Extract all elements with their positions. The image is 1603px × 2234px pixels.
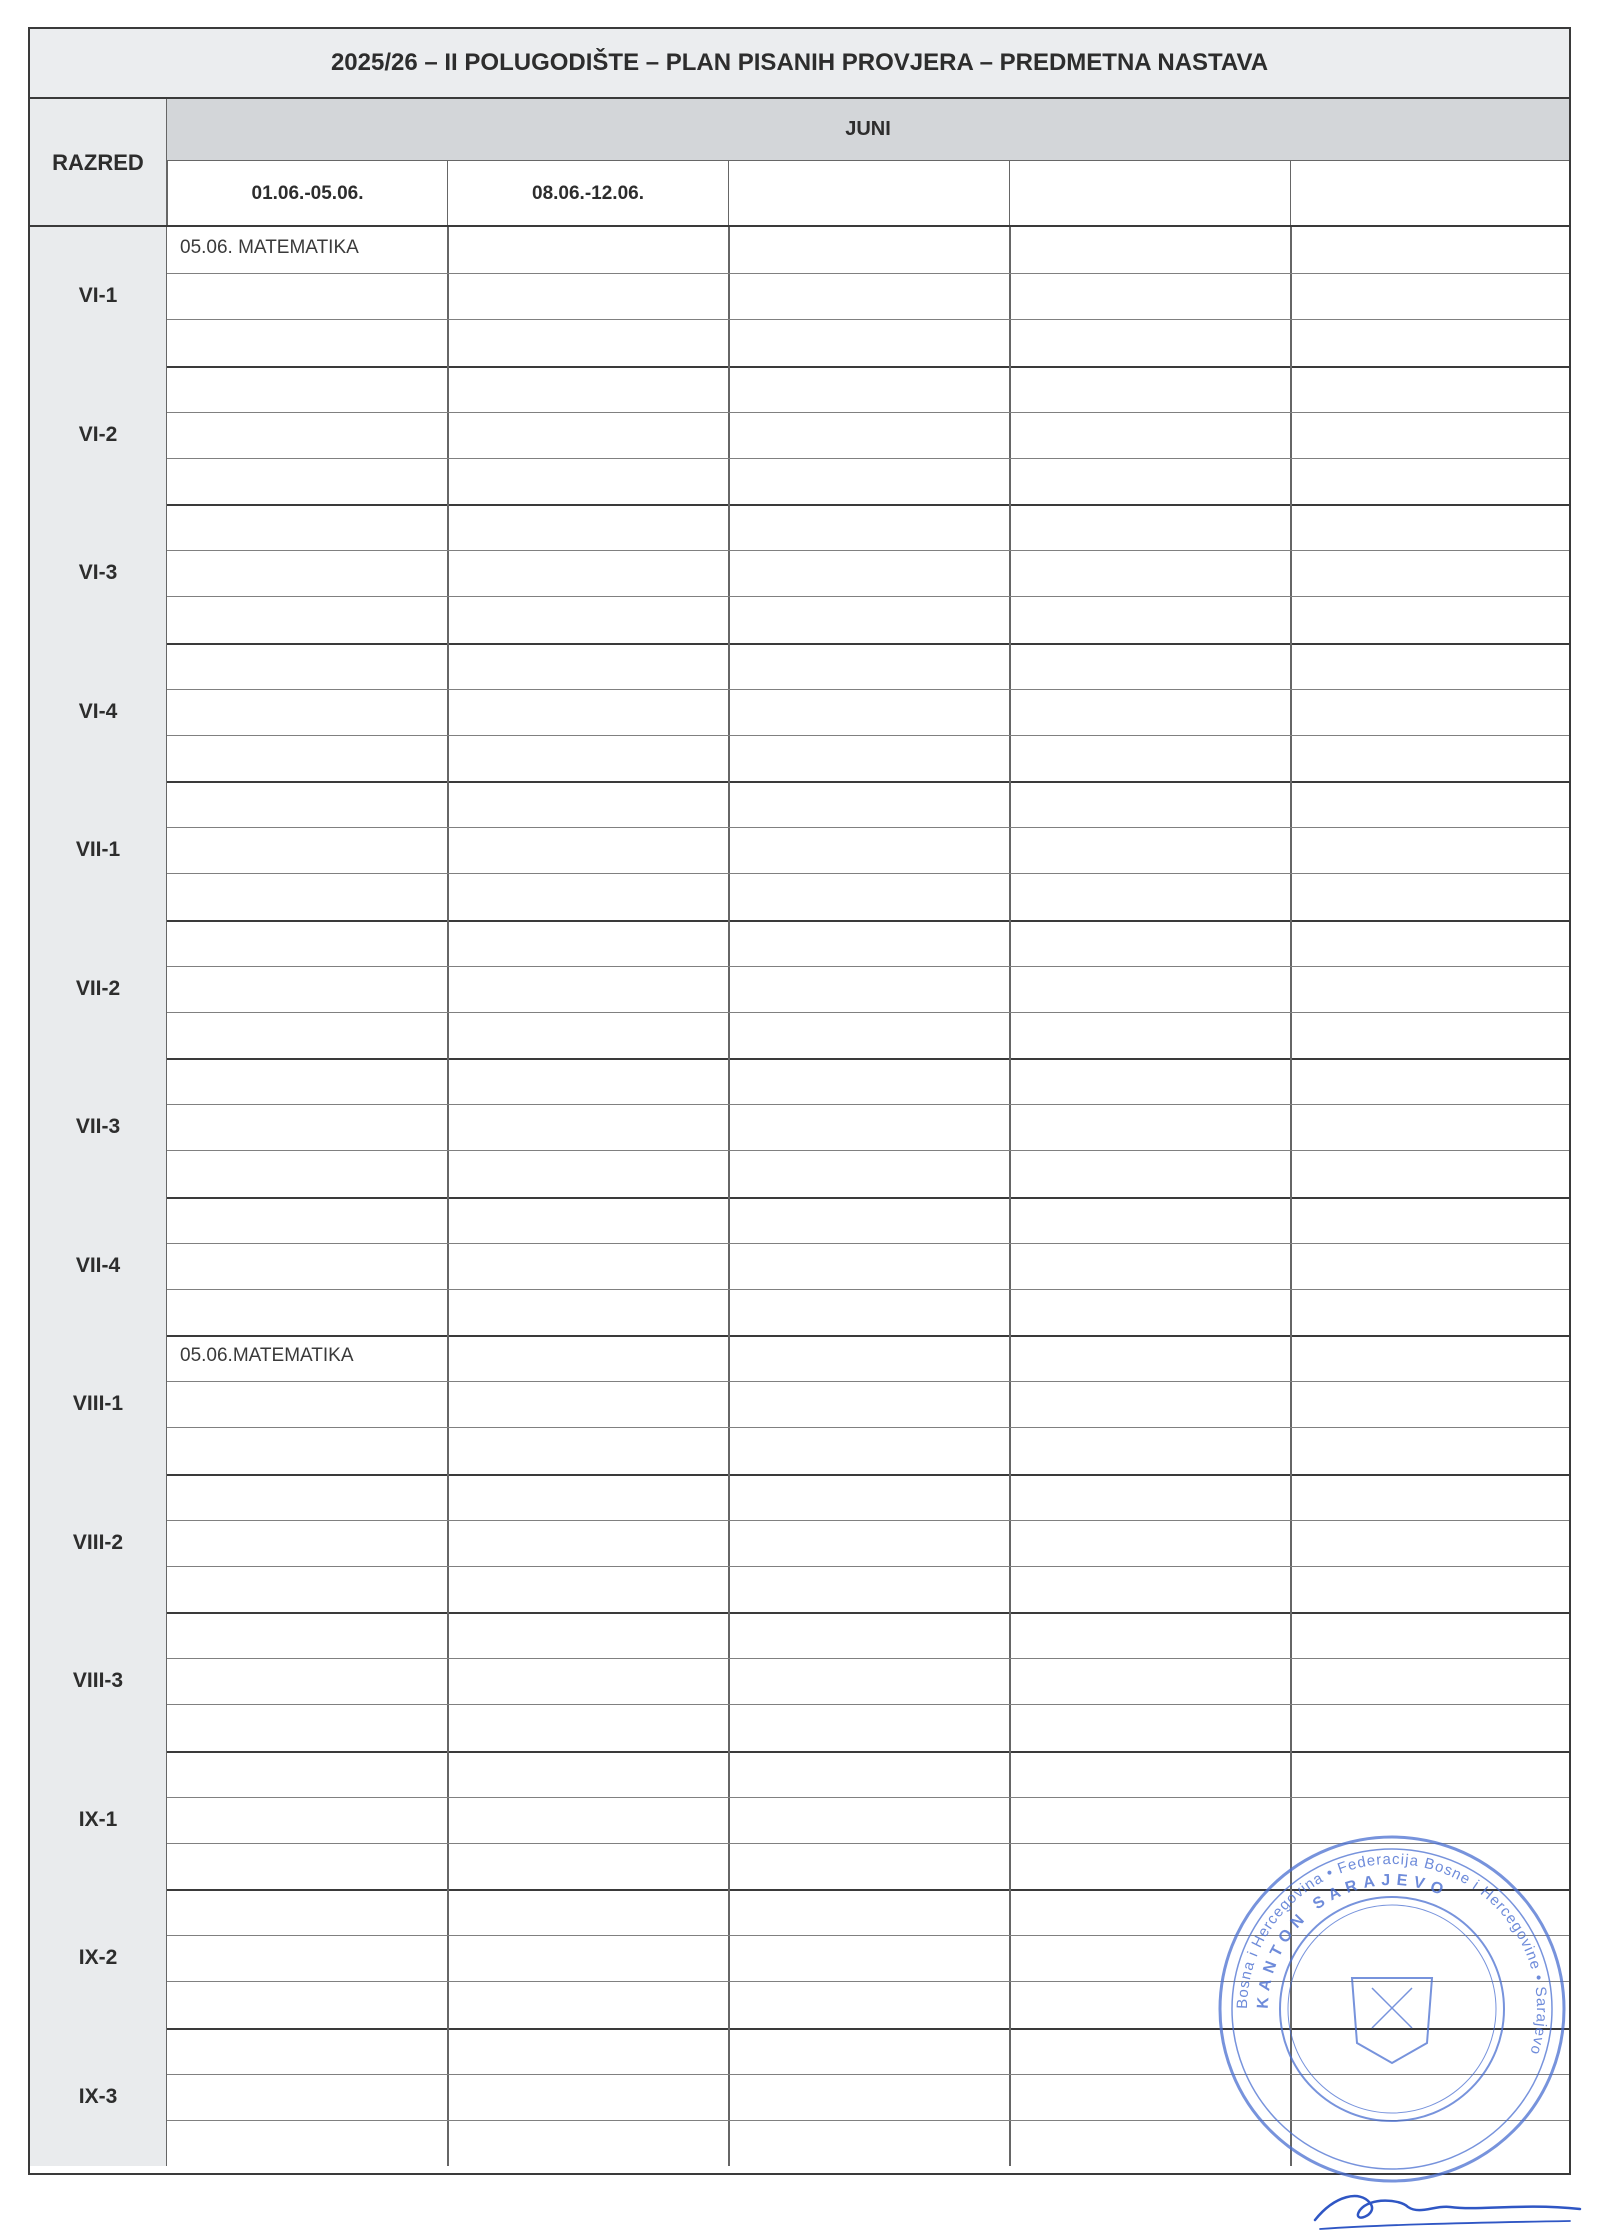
column-divider: [447, 781, 449, 920]
row-line: [167, 689, 1569, 690]
column-divider: [447, 504, 449, 643]
column-divider: [447, 1197, 449, 1336]
column-divider: [728, 643, 730, 782]
column-divider: [1290, 1335, 1292, 1474]
class-label: VI-3: [30, 504, 167, 643]
group-divider: [30, 1612, 1569, 1614]
column-divider: [1009, 1058, 1011, 1197]
group-divider: [30, 1751, 1569, 1753]
class-label: VII-3: [30, 1058, 167, 1197]
column-divider: [1009, 504, 1011, 643]
column-divider: [728, 781, 730, 920]
row-line: [167, 458, 1569, 459]
class-row-group: [30, 1058, 1569, 1197]
column-divider: [1009, 227, 1011, 366]
column-divider: [1009, 366, 1011, 505]
column-divider: [447, 1889, 449, 2028]
class-row-group: [30, 643, 1569, 782]
row-line: [167, 873, 1569, 874]
class-row-group: [30, 366, 1569, 505]
column-divider: [728, 1889, 730, 2028]
column-divider: [728, 1335, 730, 1474]
row-line: [167, 1289, 1569, 1290]
official-stamp: [1202, 1828, 1582, 2190]
group-divider: [30, 781, 1569, 783]
column-divider: [1290, 1474, 1292, 1613]
column-divider: [1290, 643, 1292, 782]
class-row-group: [30, 1612, 1569, 1751]
column-divider: [728, 2028, 730, 2167]
stamp-outer-text: Bosna i Hercegovina • Federacija Bosne i Hercegovine • Sarajevo: [1233, 1850, 1551, 2058]
class-label: VII-1: [30, 781, 167, 920]
class-column-header: RAZRED: [30, 99, 167, 227]
column-divider: [1009, 2028, 1011, 2167]
row-line: [167, 412, 1569, 413]
row-line: [167, 1243, 1569, 1244]
class-label: VIII-2: [30, 1474, 167, 1613]
class-label: IX-1: [30, 1751, 167, 1890]
class-row-group: [30, 504, 1569, 643]
column-divider: [1009, 1335, 1011, 1474]
class-label: VI-1: [30, 227, 167, 366]
week-header-3: [728, 161, 1009, 227]
class-label: VI-2: [30, 366, 167, 505]
row-line: [167, 966, 1569, 967]
column-divider: [728, 366, 730, 505]
row-line: [167, 1797, 1569, 1798]
column-divider: [728, 1751, 730, 1890]
document-title: 2025/26 – II POLUGODIŠTE – PLAN PISANIH PROVJERA – PREDMETNA NASTAVA: [30, 29, 1569, 99]
group-divider: [30, 1474, 1569, 1476]
column-divider: [1009, 1197, 1011, 1336]
column-divider: [447, 2028, 449, 2167]
group-divider: [30, 1058, 1569, 1060]
month-header: JUNI: [167, 99, 1569, 161]
row-line: [167, 1658, 1569, 1659]
column-divider: [447, 643, 449, 782]
week-header-5: [1290, 161, 1569, 227]
column-divider: [447, 366, 449, 505]
column-divider: [728, 504, 730, 643]
class-label: VIII-3: [30, 1612, 167, 1751]
column-divider: [1290, 1197, 1292, 1336]
column-divider: [1009, 1889, 1011, 2028]
group-divider: [30, 366, 1569, 368]
row-line: [167, 273, 1569, 274]
row-line: [167, 1381, 1569, 1382]
row-line: [167, 550, 1569, 551]
row-line: [167, 735, 1569, 736]
column-divider: [728, 1474, 730, 1613]
class-label: VI-4: [30, 643, 167, 782]
column-divider: [447, 1335, 449, 1474]
row-line: [167, 319, 1569, 320]
column-divider: [1009, 1474, 1011, 1613]
column-divider: [728, 1058, 730, 1197]
column-divider: [447, 1612, 449, 1751]
class-label: IX-3: [30, 2028, 167, 2167]
column-divider: [1009, 1612, 1011, 1751]
column-divider: [447, 1474, 449, 1613]
class-label: IX-2: [30, 1889, 167, 2028]
group-divider: [30, 504, 1569, 506]
row-line: [167, 1427, 1569, 1428]
group-divider: [30, 1335, 1569, 1337]
row-line: [167, 1566, 1569, 1567]
column-divider: [728, 227, 730, 366]
class-label: VII-2: [30, 920, 167, 1059]
column-divider: [1290, 781, 1292, 920]
group-divider: [30, 643, 1569, 645]
week-header-2: 08.06.-12.06.: [447, 161, 728, 227]
column-divider: [1290, 1058, 1292, 1197]
column-divider: [728, 920, 730, 1059]
row-line: [167, 596, 1569, 597]
row-line: [167, 1704, 1569, 1705]
exam-entry: 05.06.MATEMATIKA: [180, 1345, 354, 1366]
class-row-group: [30, 781, 1569, 920]
column-divider: [1009, 1751, 1011, 1890]
row-line: [167, 1150, 1569, 1151]
class-label: VIII-1: [30, 1335, 167, 1474]
row-line: [167, 1012, 1569, 1013]
group-divider: [30, 920, 1569, 922]
class-row-group: [30, 920, 1569, 1059]
class-row-group: [30, 1474, 1569, 1613]
week-header-4: [1009, 161, 1290, 227]
column-divider: [1290, 366, 1292, 505]
exam-entry: 05.06. MATEMATIKA: [180, 237, 359, 258]
column-divider: [1009, 643, 1011, 782]
row-line: [167, 1520, 1569, 1521]
column-divider: [447, 1751, 449, 1890]
column-divider: [1290, 920, 1292, 1059]
column-divider: [728, 1197, 730, 1336]
column-divider: [1290, 227, 1292, 366]
column-divider: [1290, 1612, 1292, 1751]
group-divider: [30, 1197, 1569, 1199]
column-divider: [447, 920, 449, 1059]
week-header-1: 01.06.-05.06.: [167, 161, 447, 227]
column-divider: [728, 1612, 730, 1751]
column-divider: [1009, 781, 1011, 920]
row-line: [167, 827, 1569, 828]
column-divider: [1290, 504, 1292, 643]
class-row-group: [30, 1335, 1569, 1474]
signature-mark: [1290, 2185, 1590, 2234]
column-divider: [1009, 920, 1011, 1059]
class-row-group: [30, 1197, 1569, 1336]
column-divider: [447, 1058, 449, 1197]
row-line: [167, 1104, 1569, 1105]
class-label: VII-4: [30, 1197, 167, 1336]
column-divider: [447, 227, 449, 366]
class-row-group: [30, 227, 1569, 366]
stamp-inner-text: KANTON SARAJEVO: [1254, 1871, 1452, 2010]
